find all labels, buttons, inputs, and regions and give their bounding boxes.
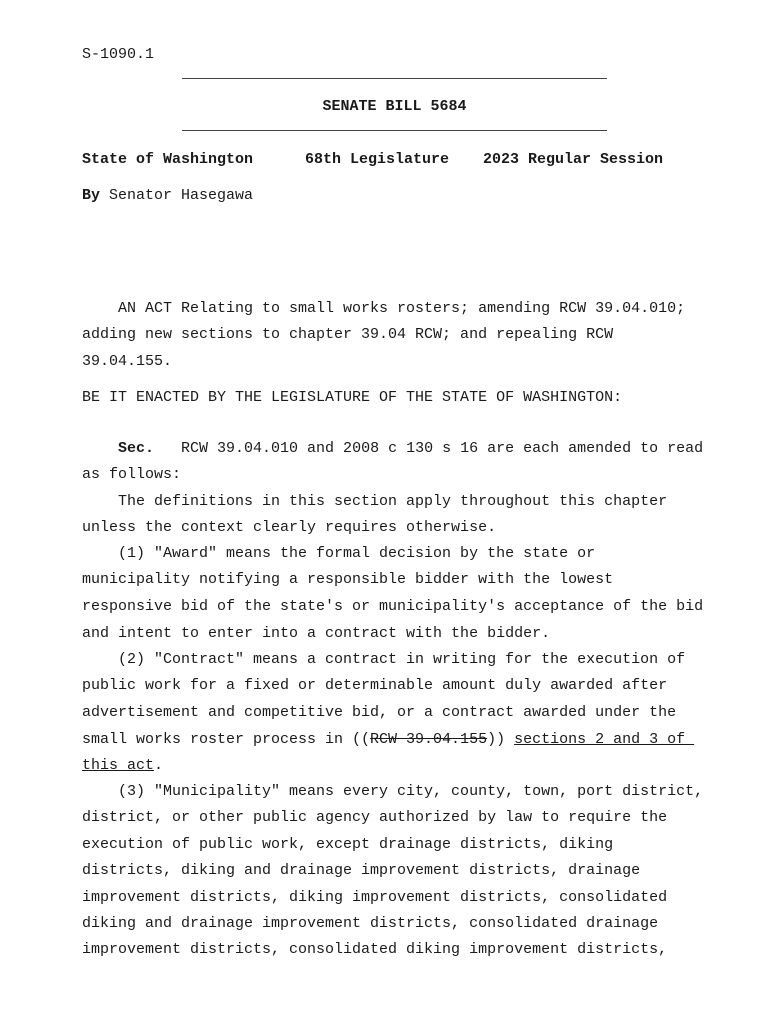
title-rule-bottom <box>182 130 607 131</box>
inserted-text: sections 2 and 3 of <box>514 731 695 748</box>
body-line-3: (1) "Award" means the formal decision by the state or <box>82 545 596 562</box>
body-line-2: unless the context clearly requires otherwise. <box>82 519 497 536</box>
session-legislature: 68th Legislature <box>305 151 450 168</box>
line-10-mid: )) <box>487 731 515 748</box>
body-line-17: diking and drainage improvement districts, consolidated drainage <box>82 915 659 932</box>
body-line-6: and intent to enter into a contract with the bidder. <box>82 625 551 642</box>
title-rule-top <box>182 78 607 79</box>
act-line-3: 39.04.155. <box>82 353 173 370</box>
body-line-1: The definitions in this section apply throughout this chapter <box>82 493 668 510</box>
session-state: State of Washington <box>82 151 254 168</box>
bill-title: SENATE BILL 5684 <box>322 98 467 115</box>
body-line-9: advertisement and competitive bid, or a contract awarded under the <box>82 704 677 721</box>
session-name: 2023 Regular Session <box>483 151 664 168</box>
session-line <box>82 151 682 169</box>
body-line-8: public work for a fixed or determinable amount duly awarded after <box>82 677 668 694</box>
sponsor-line <box>82 187 253 205</box>
sponsor-name: Senator Hasegawa <box>109 187 254 204</box>
body-line-5: responsive bid of the state's or municipality's acceptance of the bid <box>82 598 704 615</box>
body-line-12: (3) "Municipality" means every city, county, town, port district, <box>82 783 704 800</box>
body-line-4: municipality notifying a responsible bidder with the lowest <box>82 571 614 588</box>
body-line-13: district, or other public agency authorized by law to require the <box>82 809 668 826</box>
sec-line-1 <box>82 440 703 458</box>
body-line-11 <box>82 757 163 775</box>
inserted-text-continued: this act <box>82 757 155 774</box>
body-line-18: improvement districts, consolidated diking improvement districts, <box>82 941 668 958</box>
body-line-7: (2) "Contract" means a contract in writing for the execution of <box>82 651 686 668</box>
act-line-1: AN ACT Relating to small works rosters; amending RCW 39.04.010; <box>82 300 686 317</box>
act-line-2: adding new sections to chapter 39.04 RCW; and repealing RCW <box>82 326 614 343</box>
line-10-prefix: small works roster process in (( <box>82 731 371 748</box>
sponsor-by-label: By <box>82 187 101 204</box>
sec-line-1-text: RCW 39.04.010 and 2008 c 130 s 16 are each amended to read <box>154 440 704 457</box>
body-line-14: execution of public work, except drainage districts, diking <box>82 836 614 853</box>
body-line-16: improvement districts, diking improvement districts, consolidated <box>82 889 668 906</box>
body-line-10 <box>82 731 694 749</box>
sec-line-2: as follows: <box>82 466 182 483</box>
sec-label: Sec. <box>118 440 155 457</box>
body-line-15: districts, diking and drainage improvement districts, drainage <box>82 862 641 879</box>
struck-text: RCW 39.04.155 <box>370 731 488 748</box>
document-id: S-1090.1 <box>82 46 155 63</box>
enacting-clause: BE IT ENACTED BY THE LEGISLATURE OF THE STATE OF WASHINGTON: <box>82 389 623 406</box>
line-11-suffix: . <box>154 757 164 774</box>
